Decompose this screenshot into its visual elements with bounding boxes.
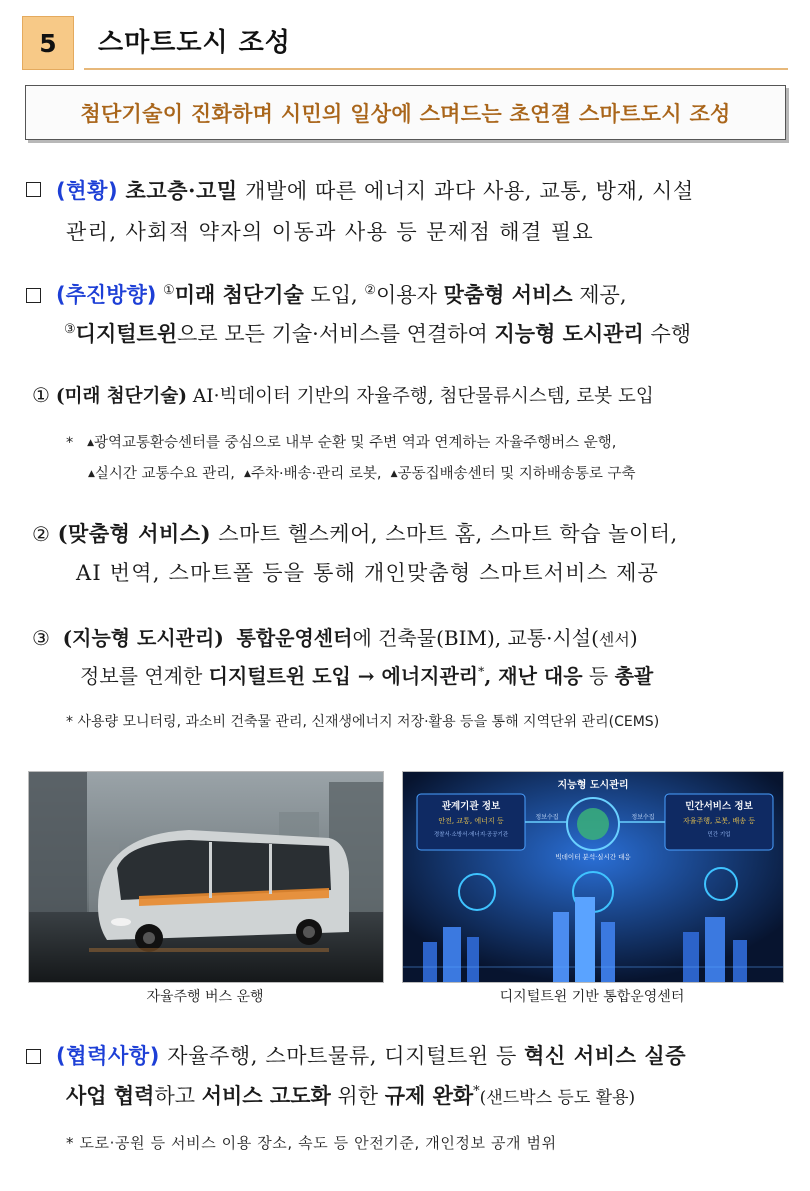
direction-label: (추진방향)	[56, 283, 157, 307]
item1-note-line-1	[66, 431, 616, 452]
cooperation-bold-3: 서비스 고도화	[201, 1083, 331, 1108]
status-line-2: 관리, 사회적 약자의 이동과 사용 등 문제점 해결 필요	[66, 220, 595, 244]
dt-box-left-sub: 안전, 교통, 에너지 등	[438, 817, 504, 825]
marker-1: ①	[163, 283, 175, 298]
bus-illustration	[29, 772, 383, 982]
cooperation-text-1: 자율주행, 스마트물류, 디지털트윈 등	[159, 1044, 525, 1068]
triangle-bullet-icon: ▲	[87, 438, 94, 448]
status-line-1	[56, 175, 694, 205]
status-label: (현황)	[56, 179, 119, 203]
triangle-bullet-icon: ▲	[244, 469, 251, 479]
item1-number: ①	[32, 383, 50, 407]
left-image-caption: 자율주행 버스 운행	[146, 989, 264, 1005]
item3-sup: *	[478, 663, 485, 679]
direction-bold-3: 디지털트윈	[75, 321, 178, 346]
dt-collect-right: 정보수집	[631, 814, 655, 821]
triangle-bullet-icon: ▲	[390, 469, 398, 479]
cooperation-line-2	[66, 1080, 635, 1110]
direction-text-2: 이용자	[376, 283, 444, 307]
cooperation-small: (샌드박스 등도 활용)	[479, 1088, 636, 1108]
item3-line-2	[80, 660, 653, 689]
direction-text-5: 수행	[643, 322, 692, 346]
item3-text-2: )	[629, 626, 638, 650]
cooperation-bold-2: 사업 협력	[66, 1083, 155, 1108]
item2-line-1	[32, 518, 678, 548]
direction-bold-1: 미래 첨단기술	[174, 282, 304, 307]
dt-box-right-title: 민간서비스 정보	[685, 801, 753, 812]
item3-note: * 사용량 모니터링, 과소비 건축물 관리, 신재생에너지 저장·활용 등을 통해 지역단위 관리(CEMS)	[66, 714, 660, 730]
item3-small: 센서	[598, 630, 630, 649]
direction-line-1	[56, 279, 627, 309]
cooperation-bold-4: 규제 완화	[384, 1083, 474, 1108]
cooperation-bold-1: 혁신 서비스 실증	[524, 1043, 687, 1068]
section-underline	[84, 68, 788, 70]
checkbox-bullet	[26, 1049, 41, 1064]
item3-bold-4: 총괄	[614, 664, 654, 688]
digital-twin-image	[402, 771, 784, 983]
item1-note-2: 실시간 교통수요 관리,	[94, 466, 235, 482]
item3-text-3: 정보를 연계한	[80, 664, 209, 688]
item2-title: (맞춤형 서비스)	[57, 521, 212, 546]
dt-box-right-sub: 자율주행, 로봇, 배송 등	[683, 817, 755, 825]
direction-text-1: 도입,	[303, 283, 365, 307]
item3-text-1: 에 건축물(BIM), 교통·시설(	[352, 626, 599, 650]
item3-text-4: 등	[582, 664, 615, 688]
triangle-bullet-icon: ▲	[88, 469, 95, 479]
status-bold: 초고층·고밀	[125, 178, 238, 203]
item1-line	[32, 382, 654, 408]
item1-note-line-2	[88, 462, 636, 483]
summary-banner: 첨단기술이 진화하며 시민의 일상에 스며드는 초연결 스마트도시 조성	[25, 85, 786, 140]
cooperation-note: * 도로·공원 등 서비스 이용 장소, 속도 등 안전기준, 개인정보 공개 범위	[66, 1134, 557, 1152]
cooperation-sup: *	[473, 1084, 480, 1099]
dt-collect-left: 정보수집	[535, 814, 559, 821]
item3-bold-2: 디지털트윈 도입 → 에너지관리	[208, 664, 479, 688]
note-star: *	[66, 435, 74, 451]
item1-note-4: 공동집배송센터 및 지하배송통로 구축	[397, 466, 636, 482]
direction-bold-4: 지능형 도시관리	[494, 321, 644, 346]
autonomous-bus-image	[28, 771, 384, 983]
item1-note-1: 광역교통환승센터를 중심으로 내부 순환 및 주변 역과 연계하는 자율주행버스 운행,	[94, 435, 617, 451]
item1-title: (미래 첨단기술)	[55, 386, 188, 407]
cooperation-text-2: 하고	[154, 1084, 202, 1108]
item3-number: ③	[32, 626, 50, 650]
section-title: 스마트도시 조성	[98, 28, 291, 58]
direction-text-3: 제공,	[572, 283, 627, 307]
direction-line-2	[64, 318, 691, 348]
right-image-caption: 디지털트윈 기반 통합운영센터	[499, 989, 685, 1005]
dt-center-caption: 빅데이터 분석·실시간 대응	[555, 853, 631, 861]
direction-bold-2: 맞춤형 서비스	[443, 282, 573, 307]
status-text: 개발에 따른 에너지 과다 사용, 교통, 방재, 시설	[237, 179, 694, 203]
item1-note-3: 주차·배송·관리 로봇,	[250, 466, 382, 482]
marker-2: ②	[364, 283, 377, 298]
dt-box-right-sub2: 민간 기업	[707, 832, 731, 838]
direction-text-4: 으로 모든 기술·서비스를 연결하여	[177, 322, 495, 346]
dt-title: 지능형 도시관리	[557, 780, 629, 791]
marker-3: ③	[64, 322, 76, 337]
section-number: 5	[22, 16, 74, 70]
item3-line-1	[32, 622, 638, 651]
cooperation-line-1	[56, 1040, 686, 1070]
checkbox-bullet	[26, 288, 41, 303]
checkbox-bullet	[26, 182, 41, 197]
item3-bold-1: 통합운영센터	[236, 626, 353, 650]
item2-number: ②	[32, 522, 51, 546]
cooperation-label: (협력사항)	[56, 1044, 160, 1068]
item3-bold-3: , 재난 대응	[484, 664, 583, 688]
item2-text: 스마트 헬스케어, 스마트 홈, 스마트 학습 놀이터,	[211, 522, 678, 546]
dt-box-left-sub2: 경찰서·소방서·에너지·공공기관	[433, 832, 509, 838]
item3-title: (지능형 도시관리)	[62, 626, 224, 650]
item2-line-2: AI 번역, 스마트폴 등을 통해 개인맞춤형 스마트서비스 제공	[76, 561, 660, 585]
cooperation-text-3: 위한	[330, 1084, 385, 1108]
item1-text: AI·빅데이터 기반의 자율주행, 첨단물류시스템, 로봇 도입	[187, 386, 654, 407]
dt-box-left-title: 관계기관 정보	[441, 801, 501, 812]
